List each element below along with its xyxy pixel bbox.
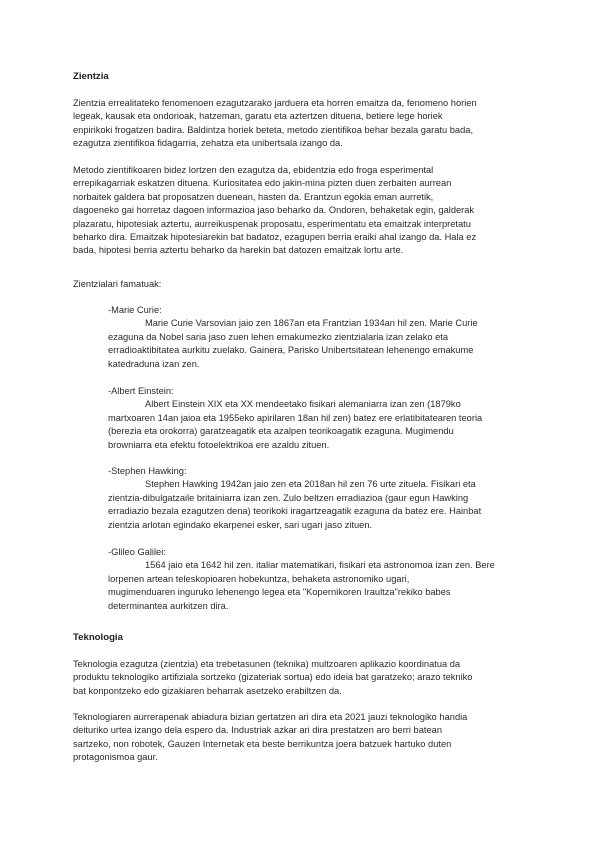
- heading-teknologia: Teknologia: [73, 632, 123, 643]
- text-line: norbaitek galdera bat proposatzen duenean, hasten da. Erantzun egokia eman aurretik,: [73, 191, 434, 202]
- text-line: Metodo zientifikoaren bidez lortzen den ezagutza da, ebidentzia edo froga esperimental: [73, 165, 434, 175]
- scientist-bio: [108, 317, 528, 371]
- text-line: determinantea aurkitzen dira.: [108, 600, 229, 611]
- text-line: bada, hipotesi berria aztertu beharko da harekin bat datozen emaitzak lortu arte.: [73, 245, 404, 256]
- text-line: martxoaren 14an jaioa eta 1955eko apirilaren 18an hil zen) batez ere erlatibitatearen teoria: [108, 412, 483, 423]
- paragraph-zientzia-definition: [73, 97, 529, 151]
- text-line: Zientzialari famatuak:: [73, 279, 162, 289]
- scientist-bio: [108, 559, 528, 613]
- text-line: Teknologia ezagutza (zientzia) eta trebetasunen (teknika) multzoaren aplikazio koordinatua da: [73, 659, 461, 669]
- text-line: 1564 jaio eta 1642 hil zen. italiar matematikari, fisikari eta astronomoa izan zen. Bere: [145, 560, 495, 571]
- text-line: Stephen Hawking 1942an jaio zen eta 2018an hil zen 76 urte zituela. Fisikari eta: [145, 479, 476, 490]
- paragraph-scientific-method: [73, 164, 529, 258]
- text-line: katedraduna izan zen.: [108, 358, 200, 369]
- text-line: sartzeko, non robotek, Gauzen Internetak eta beste berrikuntza joera batzuek hartuko duten: [73, 738, 452, 749]
- text-line: protagonismoa gaur.: [73, 752, 158, 763]
- scientist-albert-einstein: [108, 385, 528, 452]
- text-line: (berezia eta orokorra) garatzeagatik eta azalpen teorikoagatik ezaguna. Mugimendu: [108, 426, 454, 437]
- text-line: bat konpontzeko edo gizakiaren beharrak asetzeko erabiltzen da.: [73, 685, 342, 696]
- text-line: errepikagarriak eskatzen dituena. Kuriositatea edo jakin-mina pizten duen zerbaiten aurrean: [73, 178, 452, 189]
- text-line: produktu teknologiko artifiziala sortzeko (gizateriak sortua) edo ideia bat garatzeko; arazo tekniko: [73, 672, 473, 683]
- heading-zientzia: Zientzia: [73, 71, 109, 82]
- text-line: ezaguna da Nobel saria jaso zuen lehen emakumezko zientzialaria izan zelako eta: [108, 331, 449, 342]
- scientist-bio: [108, 398, 528, 452]
- text-line: Marie Curie Varsovian jaio zen 1867an eta Frantzian 1934an hil zen. Marie Curie: [145, 318, 478, 329]
- scientist-name: -Glileo Galilei:: [108, 547, 166, 557]
- text-line: erradiazio bezala ezagutzen dena) teorikoki iragartzeagatik ezaguna da batez ere. Hainbat: [108, 506, 482, 517]
- text-line: browniarra eta efektu fotoelektrikoa ere azaldu zituen.: [108, 439, 330, 450]
- text-line: ezagutza zientifikoa fidagarria, zehatza eta unibertsala izango da.: [73, 138, 343, 149]
- text-line: mugimenduaren inguruko lehenengo legea eta "Kopernikoren Iraultza"rekiko babes: [108, 587, 451, 598]
- text-line: deituriko urtea izango dela espero da. Industriak azkar ari dira prestatzen aro berri batean: [73, 725, 442, 736]
- scientist-galileo-galilei: [108, 546, 528, 613]
- scientist-name: -Stephen Hawking:: [108, 466, 187, 476]
- scientist-name: -Albert Einstein:: [108, 386, 174, 396]
- text-line: enpirikoki frogatzen badira. Baldintza horiek beteta, metodo zientifikoa behar bezala garatu bada,: [73, 124, 474, 135]
- scientist-stephen-hawking: [108, 465, 528, 532]
- text-line: plazaratu, hipotesiak aztertu, aurreikuspenak proposatu, esperimentatu eta emaitzak interpretatu: [73, 218, 471, 229]
- text-line: Albert Einstein XIX eta XX mendeetako fisikari alemaniarra izan zen (1879ko: [145, 399, 461, 410]
- paragraph-technology-advances: [73, 711, 529, 765]
- text-line: Teknologiaren aurrerapenak abiadura bizian gertatzen ari dira eta 2021 jauzi teknologiko handia: [73, 712, 468, 722]
- scientist-marie-curie: [108, 304, 528, 371]
- text-line: Zientzia errealitateko fenomenoen ezagutzarako jarduera eta horren emaitza da, fenomeno horien: [73, 98, 477, 108]
- text-line: lorpenen artean teleskopioaren hobekuntza, behaketa astronomiko ugari,: [108, 573, 410, 584]
- text-line: zientzia arlotan egindako ekarpenei esker, sari ugari jaso zituen.: [108, 519, 373, 530]
- text-line: legeak, kausak eta ondorioak, hatzeman, garatu eta aztertzen dituena, betiere lege horiek: [73, 111, 443, 122]
- text-line: zientzia-dibulgatzaile britainiarra izan zen. Zulo beltzen erradiazioa (gaur egun Hawking: [108, 492, 469, 503]
- famous-scientists-intro: [73, 278, 529, 291]
- text-line: beharko dira. Emaitzak hipotesiarekin bat badatoz, ezagupen berria eraiki ahal izango da. Hala ez: [73, 232, 477, 243]
- scientist-bio: [108, 478, 528, 532]
- text-line: dagoeneko gai horretaz dagoen informazioa jaso beharko da. Ondoren, behaketak egin, galderak: [73, 205, 475, 216]
- text-line: erradioaktibitatea aurkitu zuelako. Gainera, Parisko Unibertsitatean lehenengo emakume: [108, 345, 474, 356]
- scientist-name: -Marie Curie:: [108, 305, 162, 315]
- paragraph-technology-definition: [73, 658, 529, 698]
